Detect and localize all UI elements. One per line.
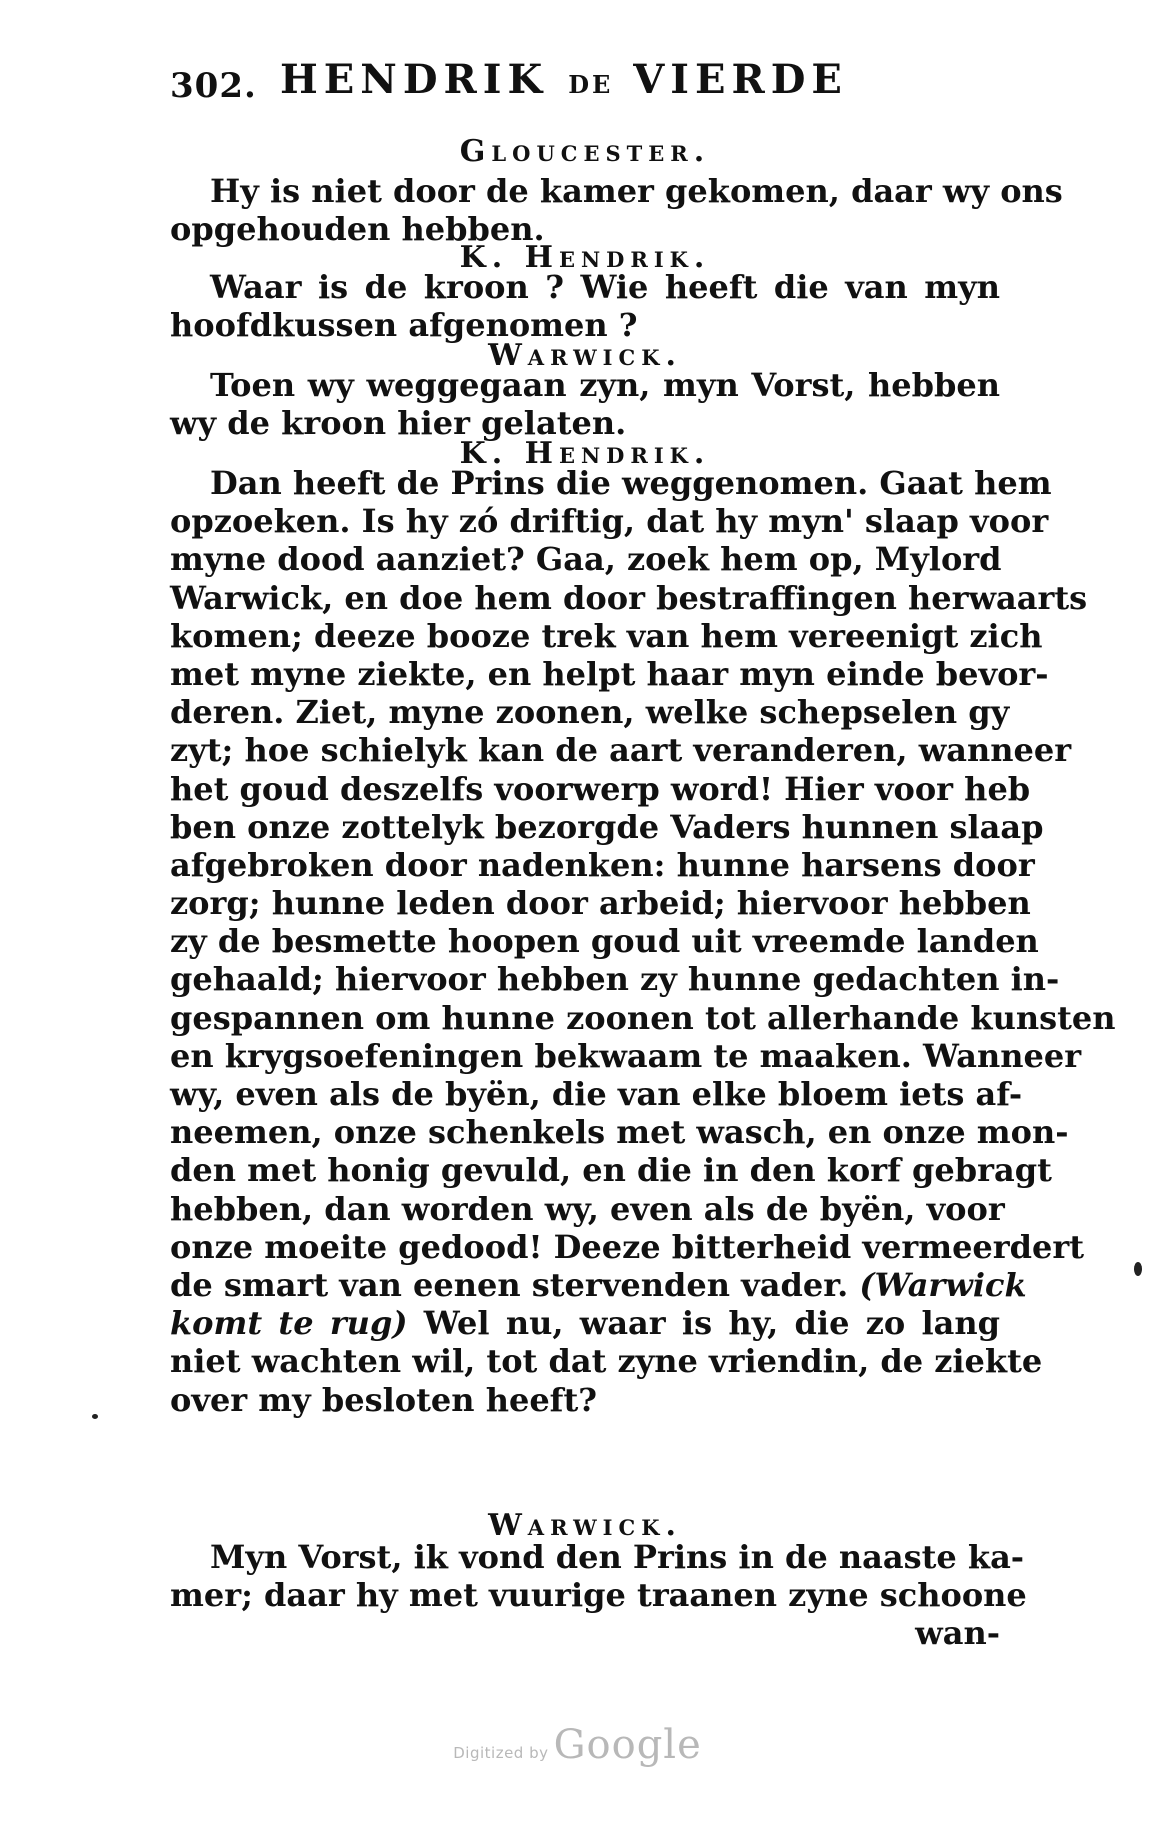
- running-header: [170, 56, 850, 106]
- speech-paragraph: Toen wy weggegaan zyn, myn Vorst, hebben wy de kroon hier gelaten.: [170, 366, 1000, 443]
- speaker-heading: Warwick.: [488, 338, 682, 373]
- speech-paragraph: Myn Vorst, ik vond den Prins in de naaste ka- mer; daar hy met vuurige traanen zyne schoone: [170, 1538, 1027, 1615]
- speech-paragraph: Waar is de kroon ? Wie heeft die van myn hoofdkussen afgenomen ?: [170, 268, 1000, 345]
- speech-paragraph: Dan heeft de Prins die weggenomen. Gaat hem opzoeken. Is hy zó driftig, dat hy myn' slaap voor myne dood aanziet? Gaa, zoek hem op, Mylord Warwick, en doe hem door bestraffingen herwaarts komen; deeze booze trek van hem vereenigt zich met myne ziekte, en helpt haar myn einde bevor- deren. Ziet, myne zoonen, welke schepselen gy zyt; hoe schielyk kan de aart veranderen, wanneer het goud deszelfs voorwerp word! Hier voor heb ben onze zottelyk bezorgde Vaders hunnen slaap afgebroken door nadenken: hunne harsens door zorg; hunne leden door arbeid; hiervoor hebben zy de besmette hoopen goud uit vreemde landen gehaald; hiervoor hebben zy hunne gedachten in- gespannen om hunne zoonen tot allerhande kunsten en krygsoefeningen bekwaam te maaken. Wanneer wy, even als de byën, die van elke bloem iets af- neemen, onze schenkels met wasch, en onze mon- den met honig gevuld, en die in den korf gebragt hebben, dan worden wy, even als de byën, voor onze moeite gedood! Deeze bitterheid vermeerdert de smart van eenen stervenden vader. (Warwick komt te rug) Wel nu, waar is hy, die zo lang niet wachten wil, tot dat zyne vriendin, de ziekte over my besloten heeft?: [170, 464, 1116, 1419]
- digitized-watermark: Digitized by Google: [453, 1722, 702, 1768]
- page-number: 302.: [170, 66, 257, 106]
- stage-direction: (Warwick: [859, 1265, 1027, 1304]
- stage-direction: komt te rug): [170, 1304, 408, 1343]
- speaker-heading: Warwick.: [488, 1508, 682, 1543]
- speaker-heading: K. Hendrik.: [459, 436, 711, 471]
- running-title: HENDRIK DE VIERDE: [280, 56, 848, 103]
- margin-ink-mark: [1134, 1262, 1142, 1276]
- speaker-heading: Gloucester.: [459, 134, 711, 169]
- speech-paragraph: Hy is niet door de kamer gekomen, daar wy ons opgehouden hebben.: [170, 172, 1063, 249]
- margin-ink-mark: [92, 1414, 98, 1419]
- speaker-heading: K. Hendrik.: [459, 240, 711, 275]
- catchword: wan-: [915, 1614, 1000, 1652]
